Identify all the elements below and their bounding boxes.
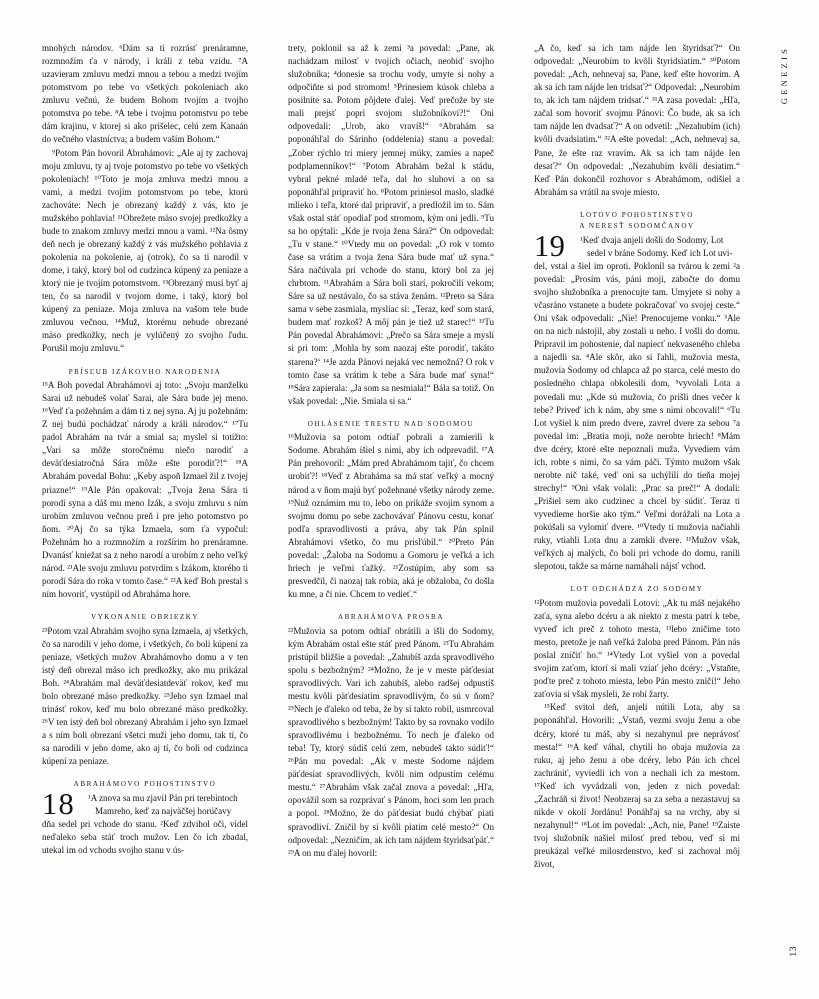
column-left — [42, 42, 248, 957]
section-heading: LOTOVO POHOSTINSTVO — [580, 210, 694, 219]
section-heading: OHLÁSENIE TRESTU NAD SODOMOU — [307, 419, 475, 428]
paragraph: ¹²Potom mužovia povedali Lotovi: „Ak tu máš nejakého zaťa, syna alebo dcéru a ak niekto z mesta patrí k tebe, vyveď ich preč z tohoto mesta, ¹³lebo zničíme toto mesto, pretože je naň veľká žaloba pred Pánom. Pán nás poslal zničiť ho.“ ¹⁴Vtedy Lot vyšiel von a povedal svojim zaťom, ktorí si mali vziať jeho dcéry: „Vstaňte, poďte preč z tohoto miesta, lebo Pán mesto zničí!“ Jeho zaťovia si však mysleli, že robí žarty. — [534, 597, 740, 700]
paragraph: ¹⁵A Boh povedal Abrahámovi aj toto: „Svoju manželku Sarai už nebudeš volať Sarai, ale Sára bude jej meno. ¹⁶Veď ťa požehnám a dám ti z nej syna. Aj ju požehnám: Z nej budú pochádzať národy a králi národov.“ ¹⁷Tu padol Abrahám na tvár a smial sa; myslel si totižto: „Vari sa môže storočnému niečo narodiť a deväťdesiatročná Sára môže ešte porodiť?!“ ¹⁸A Abrahám povedal Bohu: „Keby aspoň Izmael žil z tvojej priazne!“ ¹⁹Ale Pán opakoval: „Tvoja žena Sára ti porodí syna a dáš mu meno Izák, a svoju zmluvu s ním urobím zmluvou večnou preň i pre jeho potomstvo po ňom. ²⁰Aj čo sa týka Izmaela, som ťa vypočul: Požehnám ho a rozmnožím a rozšírim ho prenáramne. Dvanásť kniežat sa z neho narodí a urobím z neho veľký národ. ²¹Ale svoju zmluvu potvrdím s Izákom, ktorého ti porodí Sára do roka v tomto čase.“ ²²A keď Boh prestal s ním hovoriť, vystúpil od Abraháma hore. — [42, 380, 248, 599]
section-heading: ABRAHÁMOVA PROSBA — [337, 613, 445, 622]
chapter-second-line: Mamreho, keď za najväčšej horúčavy — [95, 805, 232, 816]
page-number: 13 — [788, 946, 799, 957]
chapter-first-line: ¹Keď dvaja anjeli došli do Sodomy, Lot — [580, 234, 724, 245]
paragraph: „A čo, keď sa ich tam nájde len štyridsať?“ On odpovedal: „Neurobím to kvôli štyridsiatim.“ ³⁰Potom povedal: „Ach, nehnevaj sa, Pane, keď ešte hovorím. A ak sa ich tam nájde len tridsať?“ Odpovedal: „Neurobím to, ak ich tam nájdem tridsať.“ ³¹A zasa povedal: „Hľa, začal som hovoriť svojmu Pánovi: Čo bude, ak sa ich tam nájde len dvadsať?“ A on odvetil: „Nezahubím (ich) kvôli dvadsiatim.“ ³²A ešte povedal: „Ach, nehnevaj sa, Pane, že ešte raz vravím. Ak sa ich tam nájde len desať?“ On odpovedal: „Nezahubím kvôli desiatim.“ Keď Pán dokončil rozhovor s Abrahámom, odišiel a Abrahám sa vrátil na svoje miesto. — [534, 43, 740, 197]
paragraph: ²²Mužovia sa potom odtiaľ obrátili a išli do Sodomy, kým Abrahám ostal ešte stáť pred Pánom. ²³Tu Abrahám pristúpil bližšie a povedal: „Zahubíš azda spravodlivého spolu s bezbožným? ²⁴Možno, že je v meste päťdesiat spravodlivých. Vari ich zahubíš, alebo radšej odpustíš mestu kvôli päťdesiatim spravodlivým, čo sú v ňom? ²⁵Nech je ďaleko od teba, že by si takto robil, usmrcoval spravodlivého s bezbožným! Takto by sa rovnako vodilo spravodlivému i bezbožnému. To nech je ďaleko od teba! Ty, ktorý súdiš celú zem, nebudeš takto súdiť!“ ²⁶Pán mu povedal: „Ak v meste Sodome nájdem päťdesiat spravodlivých, kvôli nim odpustím celému mestu.“ ²⁷Abrahám však začal znova a povedal: „Hľa, opovážil som sa rozprávať s Pánom, hoci som len prach a popol. ²⁸Možno, že do päťdesiat budú chýbať piati spravodliví. Zničil by si kvôli piatim celé mesto?“ On odpovedal: „Nezničím, ak ich tam nájdem štyridsaťpäť.“ ²⁹A on mu ďalej hovoril: — [288, 625, 494, 858]
text-columns — [42, 42, 742, 957]
chapter-body: dňa sedel pri vchode do stanu. ²Keď zdvihol oči, videl neďaleko seba stáť troch mužov. Len čo ich zbadal, utekal im od vchodu svojho stanu v ús- — [42, 818, 248, 855]
paragraph: ⁹Potom Pán hovoril Abrahámovi: „Ale aj ty zachovaj moju zmluvu, ty aj tvoje potomstvo po tebe vo všetkých pokoleniach! ¹⁰Toto je moja zmluva medzi mnou a vami, a medzi tvojím potomstvom po tebe, ktorú zachováte: Nech je obrezaný každý z vás, kto je mužského pohlavia! ¹¹Obrežete mäso svojej predkožky a bude to znakom zmluvy medzi mnou a vami. ¹²Na ôsmy deň nech je obrezaný každý z vás mužského pohlavia z pokolenia na pokolenie, aj (otrok), čo sa ti narodil v dome, i taký, ktorý bol od cudzinca kúpený za peniaze a ktorý nie je tvojím potomstvom. ¹³Obrezaný musí byť aj ten, čo sa narodil v tvojom dome, i taký, ktorý bol kúpený za peniaze. Moja zmluva na vašom tele bude zmluvou večnou. ¹⁴Muž, ktorému nebude obrezané mäso predkožky, nech je vylúčený zo svojho ľudu. Porušil moju zmluvu.“ — [42, 147, 248, 354]
chapter-number: 18 — [42, 786, 75, 821]
paragraph: trety, poklonil sa až k zemi ³a povedal: „Pane, ak nachádzam milosť v tvojich očiach, neobíď svojho služobníka; ⁴donesie sa trochu vody, umyte si nohy a odpočiňte si pod stromom! ⁵Prinesiem kúsok chleba a posilníte sa. Potom pôjdete ďalej. Veď prečože by ste mali prejsť popri svojom služobníkovi?!“ Oni odpovedali: „Urob, ako vravíš!“ ⁶Abrahám sa poponáhľal do Sárinho (oddelenia) stanu a povedal: „Zober rýchlo tri miery jemnej múky, zamies a napeč podplamenníkov!“ ⁷Potom Abrahám bežal k stádu, vybral pekné mladé teľa, dal ho sluhovi a on sa poponáhľal pripraviť ho. ⁸Potom priniesol maslo, sladké mlieko i teľa, ktoré dal pripraviť, a predložil im to. Sám však ostal stáť opodiaľ pod stromom, kým oni jedli. ⁹Tu sa ho opýtali: „Kde je tvoja žena Sára?“ On odpovedal: „Tu v stane.“ ¹⁰Vtedy mu on povedal: „O rok v tomto čase sa vrátim a tvoja žena Sára bude mať už syna.“ Sára načúvala pri vchode do stanu, ktorý bol za jej chrbtom. ¹¹Abrahám a Sára boli starí, pokročilí vekom; Sáre sa už nestávalo, čo sa stáva ženám. ¹²Preto sa Sára sama v sebe zasmiala, mysliac si: „Teraz, keď som stará, budem mať rozkoš? A môj pán je tiež už starec!“ ¹³Tu Pán povedal Abrahámovi: „Prečo sa Sára smeje a myslí si pri tom: ‚Mohla by som naozaj ešte porodiť, takáto starena?‘ ¹⁴Je azda Pánovi nejaká vec nemožná? O rok v tomto čase sa vrátim k tebe a Sára bude mať syna!“ ¹⁵Sára zapierala: „Ja som sa nesmiala!“ Bála sa totiž. On však povedal: „Nie. Smiala si sa.“ — [288, 43, 494, 406]
paragraph: ²³Potom vzal Abrahám svojho syna Izmaela, aj všetkých, čo sa narodili v jeho dome, i všetkých, čo boli kúpení za peniaze, všetkých mužov Abrahámovho domu a v ten istý deň obrezal mäso ich predkožky, ako mu prikázal Boh. ²⁴Abrahám mal deväťdesiatdeväť rokov, keď mu bolo obrezané mäso predkožky. ²⁵Jeho syn Izmael mal trinásť rokov, keď mu bolo obrezané mäso predkožky. ²⁶V ten istý deň bol obrezaný Abrahám i jeho syn Izmael a s ním boli obrezaní všetci muži jeho domu, tak tí, čo sa narodili v jeho dome, ako aj tí, čo boli od cudzinca kúpení za peniaze. — [42, 625, 248, 767]
paragraph: ¹⁶Mužovia sa potom odtiaľ pobrali a zamierili k Sodome. Abrahám išiel s nimi, aby ich odprevadil. ¹⁷A Pán prehovoril: „Mám pred Abrahámom tajiť, čo chcem urobiť?! ¹⁸Veď z Abraháma sa má stať veľký a mocný národ a v ňom majú byť požehnané všetky národy zeme. ¹⁹Nuž oznámim mu to, lebo on prikáže svojim synom a svojmu domu po sebe zachovávať Pánovu cestu, konať podľa spravodlivosti a práva, aby tak Pán splnil Abrahámovi všetko, čo mu prisľúbil.“ ²⁰Preto Pán povedal: „Žaloba na Sodomu a Gomoru je veľká a ich hriech je veľmi ťažký. ²¹Zostúpim, aby som sa presvedčil, či naozaj tak robia, aká je obžaloba, čo došla ku mne, a či nie. Chcem to vedieť.“ — [288, 432, 494, 599]
column-middle — [288, 42, 494, 957]
chapter-opener-18 — [42, 786, 248, 857]
chapter-number: 19 — [534, 228, 566, 263]
section-heading-line2: A NERESŤ SODOMČANOV — [579, 222, 695, 231]
chapter-body: del, vstal a šiel im oproti. Poklonil sa tvárou k zemi ²a povedal: „Prosím vás, páni moji, zabočte do domu svojho služobníka a prenocujte tam. Umyjete si nohy a včasráno vstanete a budete pokračovať vo svojej ceste.“ Oni však odpovedali: „Nie! Prenocujeme vonku.“ ³Ale on na nich nástojil, aby zostali u neho. I vošli do domu. Pripravil im pohostenie, dal napiecť nekvaseného chleba a najedli sa. ⁴Ale skôr, ako si ľahli, mužovia mesta, mužovia Sodomy od chlapca až po starca, celé mesto do posledného chlapa obkolesili dom, ⁵vyvolali Lota a povedali mu: „Kde sú mužovia, čo prišli dnes večer k tebe? Priveď ich k nám, aby sme s nimi obcovali!“ ⁶Tu Lot vyšiel k nim predo dvere, zavrel dvere za sebou ⁷a povedal im: „Bratia moji, nože nerobte hriech! ⁸Mám dve dcéry, ktoré ešte nepoznali muža. Vyvediem vám ich, robte s nimi, čo sa vám páči. Týmto mužom však nerobte nič také, veď oni sa uchýlili do tieňa mojej strechy!“ ⁹Oni však volali: „Prac sa preč!“ A dodali: „Prišiel sem ako cudzinec a chcel by súdiť. Teraz ti vyvedieme horšie ako tým.“ Veľmi dorážali na Lota a pokúšali sa vylomiť dvere. ¹⁰Vtedy tí mužovia načiahli ruky, vtiahli Lota dnu a zamkli dvere. ¹¹Mužov však, veľkých aj malých, čo boli pri vchode do domu, ranili slepotou, takže sa márne namáhali nájsť vchod. — [534, 260, 740, 572]
paragraph: mnohých národov. ⁶Dám sa ti rozrásť prenáramne, rozmnožím ťa v národy, i králi z teba vzídu. ⁷A uzavieram zmluvu medzi mnou a tebou a medzi tvojím potomstvom po tebe vo všetkých pokoleniach ako zmluvu večnú, že budem Bohom tvojím a tvojho potomstva po tebe. ⁸A tebe i tvojmu potomstvu po tebe dám krajinu, v ktorej si ako prišelec, celú zem Kanaán do večného vlastníctva; a budem vaším Bohom.“ — [42, 43, 248, 145]
paragraph: ¹⁵Keď svitol deň, anjeli nútili Lota, aby sa poponáhľal. Hovorili: „Vstaň, vezmi svoju ženu a obe dcéry, ktoré tu máš, aby si nezahynul pre neprávosť mesta!“ ¹⁶A keď váhal, chytili ho obaja mužovia za ruku, aj jeho ženu a obe dcéry, lebo Pán ich chcel zachrániť, vyviedli ich von a nechali ich za mestom. ¹⁷Keď ich vyvádzali von, jeden z nich povedal: „Zachráň si život! Neobzeraj sa za seba a nezastavuj sa nikde v okolí Jordánu! Ponáhľaj sa na vrchy, aby si nezahynul!“ ¹⁸Lot im povedal: „Ach, nie, Pane! ¹⁹Zaiste tvoj služobník našiel milosť pred tebou, veď si mi preukázal veľké milosrdenstvo, keď si zachoval môj život, — [534, 702, 740, 870]
chapter-second-line: sedel v bráne Sodomy. Keď ich Lot uvi- — [587, 247, 733, 258]
section-heading: ABRAHÁMOVO POHOSTINSTVO — [73, 780, 217, 789]
paragraph — [534, 234, 740, 574]
running-head-book-name: GENEZIS — [779, 46, 789, 105]
column-right — [534, 42, 740, 957]
section-heading: VYKONANIE OBRIEZKY — [90, 613, 200, 622]
section-heading: PRÍSĽUB IZÁKOVHO NARODENIA — [68, 367, 222, 376]
chapter-first-line: ¹A znova sa mu zjavil Pán pri terebintoch — [88, 792, 238, 803]
section-heading: LOT ODCHÁDZA ZO SODOMY — [570, 585, 704, 594]
chapter-opener-19 — [534, 228, 740, 574]
